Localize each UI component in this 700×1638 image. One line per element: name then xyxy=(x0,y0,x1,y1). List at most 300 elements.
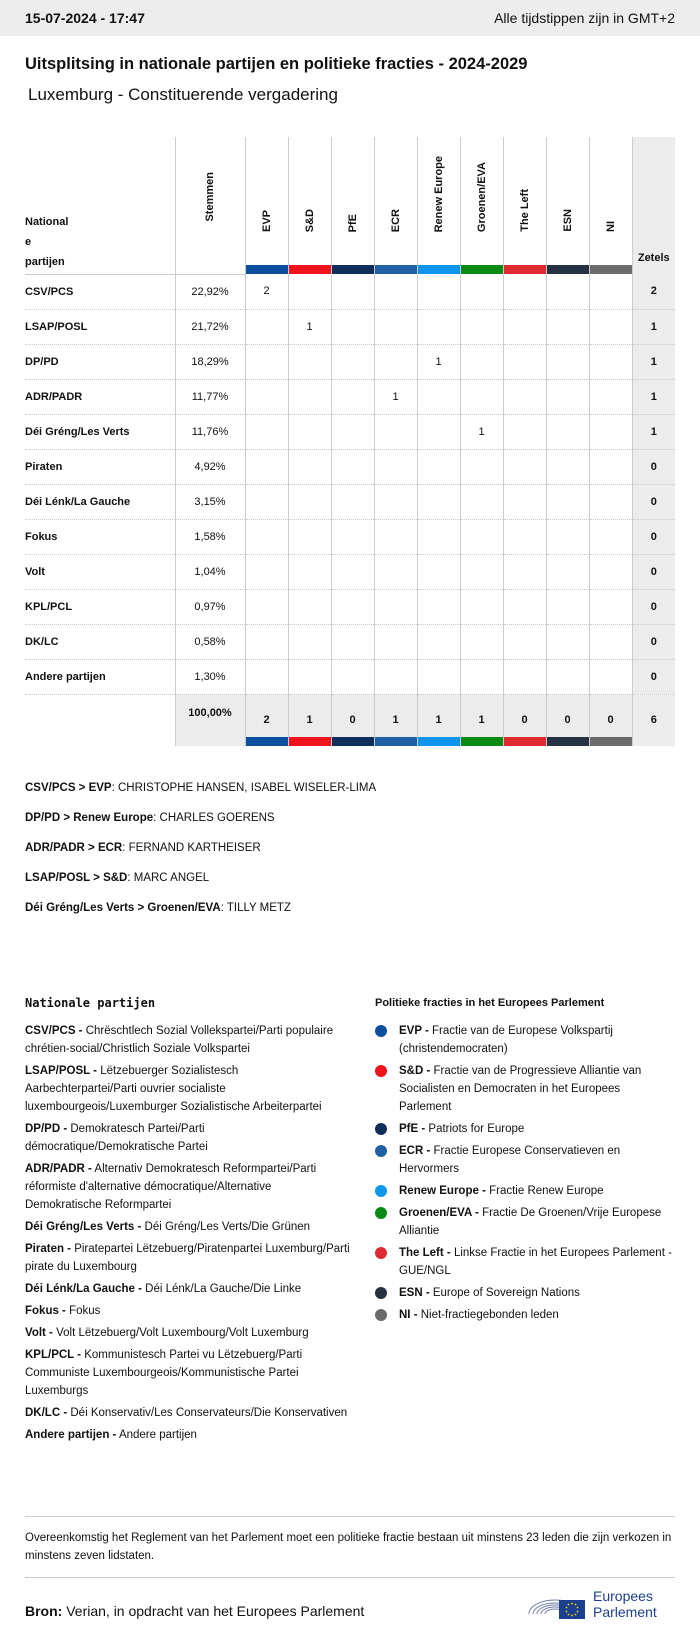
seat-cell xyxy=(417,379,460,414)
group-full-name: Linkse Fractie in het Europees Parlement - GUE/NGL xyxy=(399,1247,672,1277)
seat-cell xyxy=(374,659,417,694)
seat-cell xyxy=(331,344,374,379)
logo-line-2: Parlement xyxy=(593,1604,657,1620)
vote-share: 11,77% xyxy=(175,379,245,414)
political-group-legend-item xyxy=(375,1142,675,1178)
party-full-name: Lëtzebuerger Sozialistesch Aarbechterpartei/Parti ouvrier socialiste luxembourgeois/Luxemburger Sozialistische Arbeiterpartei xyxy=(25,1065,322,1113)
seat-cell xyxy=(503,274,546,309)
group-color-bar xyxy=(332,737,374,746)
seat-cell xyxy=(589,554,632,589)
seat-cell xyxy=(460,344,503,379)
party-name: DP/PD xyxy=(25,344,175,379)
party-name: LSAP/POSL xyxy=(25,309,175,344)
group-color-dot-icon xyxy=(375,1247,387,1259)
seat-cell xyxy=(546,519,589,554)
seat-cell xyxy=(374,414,417,449)
group-color-bar xyxy=(461,265,503,274)
seat-cell xyxy=(331,414,374,449)
group-total: 0 xyxy=(589,694,632,746)
group-abbr: The Left - xyxy=(399,1247,451,1259)
group-header-6 xyxy=(503,137,546,274)
party-full-name: Déi Gréng/Les Verts/Die Grünen xyxy=(141,1221,311,1233)
seats-grand-total: 6 xyxy=(632,694,675,746)
seat-cell xyxy=(417,554,460,589)
seat-cell xyxy=(589,659,632,694)
party-full-name: Déi Lénk/La Gauche/Die Linke xyxy=(141,1283,302,1295)
seat-total: 1 xyxy=(632,309,675,344)
group-color-dot-icon xyxy=(375,1287,387,1299)
source-text: Verian, in opdracht van het Europees Parlement xyxy=(62,1603,365,1619)
seat-cell xyxy=(460,449,503,484)
seat-cell xyxy=(288,554,331,589)
vote-share: 18,29% xyxy=(175,344,245,379)
table-row xyxy=(25,344,675,379)
party-full-name: Demokratesch Partei/Parti démocratique/Demokratische Partei xyxy=(25,1123,208,1153)
seat-cell xyxy=(288,449,331,484)
seat-cell xyxy=(460,624,503,659)
group-total: 1 xyxy=(288,694,331,746)
group-color-bar xyxy=(246,265,288,274)
group-color-bar xyxy=(547,265,589,274)
seat-total: 0 xyxy=(632,449,675,484)
group-abbr: EVP - xyxy=(399,1025,429,1037)
group-header-4 xyxy=(417,137,460,274)
seat-cell xyxy=(417,624,460,659)
seat-cell xyxy=(589,624,632,659)
vote-share: 1,58% xyxy=(175,519,245,554)
group-color-bar xyxy=(590,265,632,274)
group-abbr: S&D - xyxy=(399,1065,431,1077)
vote-share: 21,72% xyxy=(175,309,245,344)
seat-cell xyxy=(245,449,288,484)
national-parties-legend xyxy=(25,994,350,1448)
assignment-line xyxy=(25,902,376,932)
seat-cell xyxy=(331,484,374,519)
assignment-line xyxy=(25,812,376,842)
seat-total: 1 xyxy=(632,414,675,449)
totals-blank xyxy=(25,694,175,746)
party-abbr: ADR/PADR - xyxy=(25,1163,92,1175)
vote-share: 1,30% xyxy=(175,659,245,694)
group-total: 0 xyxy=(331,694,374,746)
assignment-members: : TILLY METZ xyxy=(220,902,291,914)
assignment-line xyxy=(25,872,376,902)
assignment-key: ADR/PADR > ECR xyxy=(25,842,123,854)
seat-cell xyxy=(245,379,288,414)
national-parties-header: National e partijen xyxy=(25,137,175,274)
political-groups-legend xyxy=(375,994,675,1328)
group-color-bar xyxy=(375,737,417,746)
seat-cell xyxy=(245,484,288,519)
party-full-name: Alternativ Demokratesch Reformpartei/Parti réformiste d'alternative démocratique/Alternative Demokratische Reformpartei xyxy=(25,1163,317,1211)
group-header-8 xyxy=(589,137,632,274)
totals-row xyxy=(25,694,675,746)
political-group-legend-item xyxy=(375,1284,675,1302)
seat-total: 0 xyxy=(632,519,675,554)
seat-cell xyxy=(503,554,546,589)
party-name: CSV/PCS xyxy=(25,274,175,309)
national-party-legend-item xyxy=(25,1404,350,1422)
party-name: Fokus xyxy=(25,519,175,554)
vote-share: 1,04% xyxy=(175,554,245,589)
political-group-legend-item xyxy=(375,1062,675,1116)
group-color-bar xyxy=(375,265,417,274)
group-color-bar xyxy=(504,265,546,274)
group-total: 1 xyxy=(417,694,460,746)
assignment-key: CSV/PCS > EVP xyxy=(25,782,112,794)
logo-line-1: Europees xyxy=(593,1588,653,1604)
seat-total: 0 xyxy=(632,659,675,694)
group-header-5 xyxy=(460,137,503,274)
seat-cell xyxy=(288,484,331,519)
group-header-7 xyxy=(546,137,589,274)
party-name: DK/LC xyxy=(25,624,175,659)
seat-cell xyxy=(245,344,288,379)
table-row xyxy=(25,414,675,449)
political-group-legend-item xyxy=(375,1244,675,1280)
national-party-legend-item xyxy=(25,1160,350,1214)
party-full-name: Volt Lëtzebuerg/Volt Luxembourg/Volt Luxemburg xyxy=(52,1327,309,1339)
national-party-legend-item xyxy=(25,1302,350,1320)
seat-cell xyxy=(417,274,460,309)
table-row xyxy=(25,449,675,484)
seat-cell xyxy=(374,449,417,484)
seat-cell xyxy=(288,519,331,554)
source-label: Bron: xyxy=(25,1603,63,1619)
assignment-members: : CHRISTOPHE HANSEN, ISABEL WISELER-LIMA xyxy=(111,782,377,794)
seat-cell xyxy=(245,659,288,694)
seat-cell xyxy=(417,519,460,554)
seat-cell xyxy=(374,484,417,519)
group-full-name: Niet-fractiegebonden leden xyxy=(417,1309,559,1321)
seat-cell xyxy=(288,344,331,379)
group-color-dot-icon xyxy=(375,1207,387,1219)
seat-cell xyxy=(460,659,503,694)
table-row xyxy=(25,484,675,519)
seat-cell xyxy=(546,659,589,694)
seat-cell xyxy=(546,414,589,449)
seat-total: 0 xyxy=(632,554,675,589)
group-color-bar xyxy=(332,265,374,274)
political-group-legend-item xyxy=(375,1120,675,1138)
group-color-dot-icon xyxy=(375,1145,387,1157)
group-abbr: NI - xyxy=(399,1309,418,1321)
table-row xyxy=(25,309,675,344)
rules-note: Overeenkomstig het Reglement van het Parlement moet een politieke fractie bestaan uit minstens 23 leden die zijn verkozen in minstens zeven lidstaten. xyxy=(25,1516,675,1578)
seat-cell xyxy=(503,589,546,624)
group-abbr: ECR - xyxy=(399,1145,431,1157)
group-total: 0 xyxy=(503,694,546,746)
party-abbr: DP/PD - xyxy=(25,1123,68,1135)
assignment-key: DP/PD > Renew Europe xyxy=(25,812,154,824)
group-label: Groenen/EVA xyxy=(475,161,488,232)
table-row xyxy=(25,379,675,414)
seat-cell xyxy=(374,344,417,379)
datetime: 15-07-2024 - 17:47 xyxy=(25,10,145,26)
seat-cell xyxy=(417,449,460,484)
assignment-key: Déi Gréng/Les Verts > Groenen/EVA xyxy=(25,902,221,914)
group-full-name: Fractie De Groenen/Vrije Europese Alliantie xyxy=(399,1207,662,1237)
seat-cell xyxy=(546,309,589,344)
assignment-line xyxy=(25,842,376,872)
group-legend-text xyxy=(399,1306,559,1324)
table-row xyxy=(25,589,675,624)
group-label: PfE xyxy=(346,213,359,232)
group-abbr: Groenen/EVA - xyxy=(399,1207,479,1219)
ep-logo xyxy=(527,1583,677,1625)
seat-cell xyxy=(288,379,331,414)
seat-cell xyxy=(589,309,632,344)
group-legend-text xyxy=(399,1022,675,1058)
seat-cell xyxy=(460,484,503,519)
seat-cell xyxy=(331,274,374,309)
seat-cell xyxy=(589,274,632,309)
seat-cell xyxy=(546,589,589,624)
seat-cell xyxy=(417,659,460,694)
top-bar xyxy=(0,0,700,36)
political-group-legend-item xyxy=(375,1204,675,1240)
table-row xyxy=(25,624,675,659)
seat-cell xyxy=(245,554,288,589)
seat-cell xyxy=(546,344,589,379)
group-label: ECR xyxy=(389,208,402,232)
political-groups-legend-title: Politieke fracties in het Europees Parlement xyxy=(375,997,605,1009)
seat-cell xyxy=(374,624,417,659)
seat-cell xyxy=(374,519,417,554)
results-table xyxy=(25,137,675,746)
national-party-legend-item xyxy=(25,1324,350,1342)
seat-cell xyxy=(331,624,374,659)
vote-share: 0,97% xyxy=(175,589,245,624)
group-legend-text xyxy=(399,1204,675,1240)
seat-cell xyxy=(288,589,331,624)
vote-share: 22,92% xyxy=(175,274,245,309)
seat-cell xyxy=(503,414,546,449)
party-abbr: KPL/PCL - xyxy=(25,1349,82,1361)
seat-cell xyxy=(503,379,546,414)
group-legend-text xyxy=(399,1142,675,1178)
seat-cell xyxy=(417,414,460,449)
group-full-name: Fractie van de Europese Volkspartij (christendemocraten) xyxy=(399,1025,613,1055)
seat-cell xyxy=(245,624,288,659)
group-header-1 xyxy=(288,137,331,274)
national-party-legend-item xyxy=(25,1062,350,1116)
seat-cell: 1 xyxy=(460,414,503,449)
group-header-0 xyxy=(245,137,288,274)
group-header-3 xyxy=(374,137,417,274)
seat-cell: 1 xyxy=(288,309,331,344)
party-full-name: Déi Konservativ/Les Conservateurs/Die Konservativen xyxy=(67,1407,348,1419)
party-abbr: Volt - xyxy=(25,1327,53,1339)
national-party-legend-item xyxy=(25,1426,350,1444)
seat-cell xyxy=(589,379,632,414)
seat-cell xyxy=(460,554,503,589)
party-abbr: Andere partijen - xyxy=(25,1429,117,1441)
group-label: Renew Europe xyxy=(432,155,445,232)
group-legend-text xyxy=(399,1284,580,1302)
seat-cell xyxy=(331,589,374,624)
group-total: 1 xyxy=(374,694,417,746)
group-color-bar xyxy=(461,737,503,746)
group-label: ESN xyxy=(561,209,574,232)
table-row xyxy=(25,659,675,694)
european-parliament-hemicycle-icon xyxy=(527,1584,589,1624)
party-name: Volt xyxy=(25,554,175,589)
national-party-legend-item xyxy=(25,1280,350,1298)
seat-cell xyxy=(503,624,546,659)
seat-cell xyxy=(288,414,331,449)
seat-cell xyxy=(503,659,546,694)
seat-cell xyxy=(460,519,503,554)
group-label: S&D xyxy=(303,208,316,232)
group-full-name: Europe of Sovereign Nations xyxy=(429,1287,580,1299)
seat-cell xyxy=(503,484,546,519)
party-name: Déi Gréng/Les Verts xyxy=(25,414,175,449)
national-party-legend-item xyxy=(25,1240,350,1276)
seat-cell xyxy=(546,274,589,309)
group-abbr: PfE - xyxy=(399,1123,426,1135)
seat-cell xyxy=(331,554,374,589)
seat-cell xyxy=(460,589,503,624)
party-abbr: Piraten - xyxy=(25,1243,72,1255)
seat-cell xyxy=(546,554,589,589)
page-title: Uitsplitsing in nationale partijen en politieke fracties - 2024-2029 xyxy=(25,55,528,73)
seat-assignments xyxy=(25,782,376,932)
group-total: 0 xyxy=(546,694,589,746)
seat-cell xyxy=(546,449,589,484)
seat-cell xyxy=(460,379,503,414)
party-abbr: Déi Lénk/La Gauche - xyxy=(25,1283,142,1295)
seat-cell xyxy=(503,309,546,344)
group-label: NI xyxy=(604,221,617,232)
seat-cell xyxy=(589,344,632,379)
party-name: Piraten xyxy=(25,449,175,484)
group-color-dot-icon xyxy=(375,1185,387,1197)
seat-cell: 1 xyxy=(374,379,417,414)
group-color-bar xyxy=(289,265,331,274)
seat-cell xyxy=(245,589,288,624)
party-abbr: LSAP/POSL - xyxy=(25,1065,97,1077)
group-legend-text xyxy=(399,1182,604,1200)
party-abbr: Fokus - xyxy=(25,1305,66,1317)
seat-cell xyxy=(288,274,331,309)
source-line xyxy=(25,1603,364,1619)
assignment-members: : FERNAND KARTHEISER xyxy=(122,842,261,854)
seat-cell xyxy=(374,589,417,624)
seat-total: 1 xyxy=(632,344,675,379)
group-abbr: Renew Europe - xyxy=(399,1185,486,1197)
group-color-bar xyxy=(289,737,331,746)
seat-cell xyxy=(245,414,288,449)
table-row xyxy=(25,274,675,309)
party-abbr: DK/LC - xyxy=(25,1407,68,1419)
group-label: EVP xyxy=(260,209,273,232)
group-legend-text xyxy=(399,1120,524,1138)
group-label: The Left xyxy=(518,189,531,232)
national-party-legend-item xyxy=(25,1346,350,1400)
vote-share: 0,58% xyxy=(175,624,245,659)
seat-cell xyxy=(546,624,589,659)
seat-cell xyxy=(245,519,288,554)
national-party-legend-item xyxy=(25,1218,350,1236)
group-color-dot-icon xyxy=(375,1065,387,1077)
seat-total: 0 xyxy=(632,589,675,624)
seat-total: 0 xyxy=(632,484,675,519)
seat-cell xyxy=(374,309,417,344)
group-abbr: ESN - xyxy=(399,1287,430,1299)
group-full-name: Fractie Renew Europe xyxy=(485,1185,604,1197)
seat-cell xyxy=(288,624,331,659)
seat-cell xyxy=(546,484,589,519)
party-name: Déi Lénk/La Gauche xyxy=(25,484,175,519)
seat-cell xyxy=(589,484,632,519)
seat-cell xyxy=(546,379,589,414)
seat-cell xyxy=(417,309,460,344)
group-full-name: Fractie van de Progressieve Alliantie van Socialisten en Democraten in het Europees Parlement xyxy=(399,1065,642,1113)
group-header-2 xyxy=(331,137,374,274)
group-total: 2 xyxy=(245,694,288,746)
seat-cell xyxy=(503,519,546,554)
group-color-bar xyxy=(547,737,589,746)
seat-cell xyxy=(288,659,331,694)
national-party-legend-item xyxy=(25,1022,350,1058)
assignment-line xyxy=(25,782,376,812)
party-abbr: CSV/PCS - xyxy=(25,1025,83,1037)
party-full-name: Chrëschtlech Sozial Vollekspartei/Parti populaire chrétien-social/Christlich Soziale Volkspartei xyxy=(25,1025,334,1055)
seat-cell xyxy=(417,589,460,624)
votes-header: Stemmen xyxy=(175,137,245,274)
political-group-legend-item xyxy=(375,1306,675,1324)
political-group-legend-item xyxy=(375,1022,675,1058)
seat-cell: 1 xyxy=(417,344,460,379)
group-total: 1 xyxy=(460,694,503,746)
seat-total: 0 xyxy=(632,624,675,659)
group-color-bar xyxy=(418,737,460,746)
group-color-bar xyxy=(504,737,546,746)
seat-cell xyxy=(589,414,632,449)
seat-cell xyxy=(374,274,417,309)
seat-total: 2 xyxy=(632,274,675,309)
group-color-bar xyxy=(590,737,632,746)
votes-total: 100,00% xyxy=(175,694,245,746)
seats-header: Zetels xyxy=(632,137,675,274)
page-subtitle: Luxemburg - Constituerende vergadering xyxy=(28,85,338,104)
national-party-legend-item xyxy=(25,1120,350,1156)
group-color-dot-icon xyxy=(375,1025,387,1037)
group-color-bar xyxy=(246,737,288,746)
vote-share: 4,92% xyxy=(175,449,245,484)
seat-cell xyxy=(245,309,288,344)
seat-cell xyxy=(331,379,374,414)
party-full-name: Fokus xyxy=(65,1305,101,1317)
seat-cell: 2 xyxy=(245,274,288,309)
seat-cell xyxy=(503,344,546,379)
political-group-legend-item xyxy=(375,1182,675,1200)
seat-total: 1 xyxy=(632,379,675,414)
seat-cell xyxy=(417,484,460,519)
party-name: KPL/PCL xyxy=(25,589,175,624)
group-legend-text xyxy=(399,1062,675,1116)
table-row xyxy=(25,519,675,554)
party-name: Andere partijen xyxy=(25,659,175,694)
seat-cell xyxy=(460,274,503,309)
group-color-dot-icon xyxy=(375,1309,387,1321)
seat-cell xyxy=(331,659,374,694)
table-row xyxy=(25,554,675,589)
assignment-key: LSAP/POSL > S&D xyxy=(25,872,128,884)
seat-cell xyxy=(503,449,546,484)
vote-share: 11,76% xyxy=(175,414,245,449)
